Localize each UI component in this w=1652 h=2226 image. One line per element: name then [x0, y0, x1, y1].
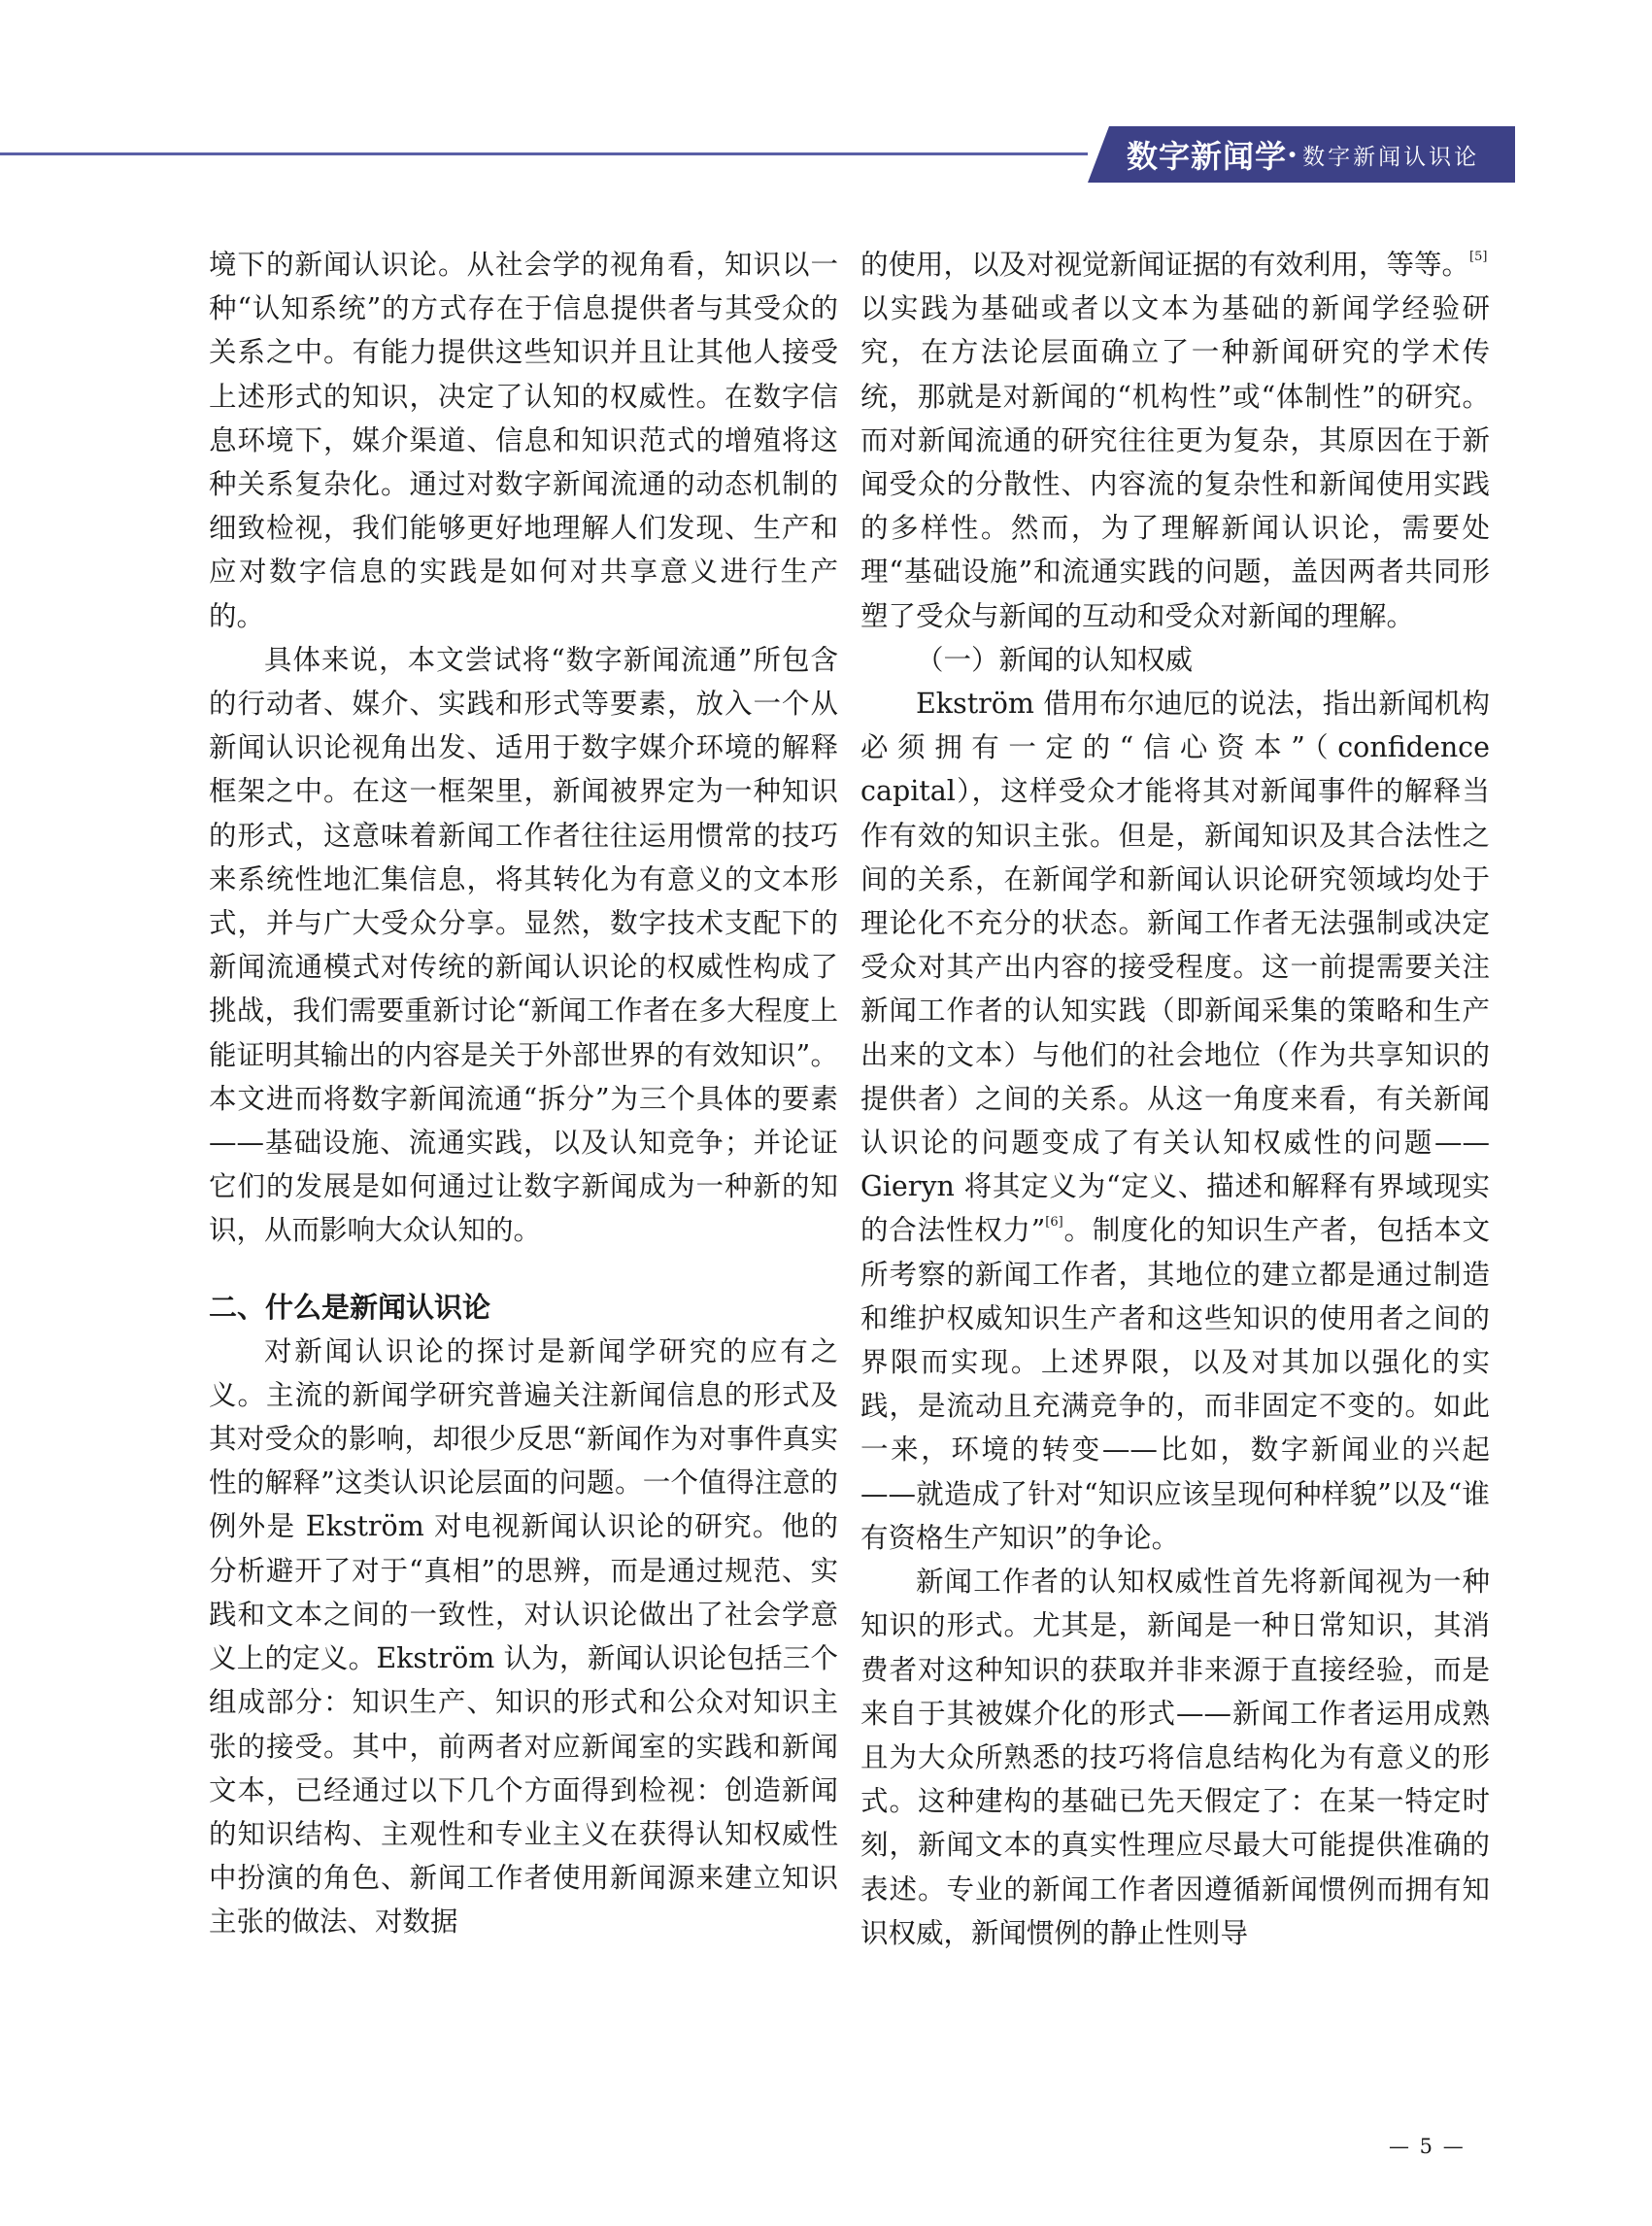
journal-title: 数字新闻学	[1127, 138, 1288, 175]
paragraph-text: 的使用，以及对视觉新闻证据的有效利用，等等。	[860, 249, 1470, 281]
paragraph: 具体来说，本文尝试将“数字新闻流通”所包含的行动者、媒介、实践和形式等要素，放入一个从新闻认识论视角出发、适用于数字媒介环境的解释框架之中。在这一框架里，新闻被界定为一种知识的形式，这意味着新闻工作者往往运用惯常的技巧来系统性地汇集信息，将其转化为有意义的文本形式，并与广大受众分享。显然，数字技术支配下的新闻流通模式对传统的新闻认识论的权威性构成了挑战，我们需要重新讨论“新闻工作者在多大程度上能证明其输出的内容是关于外部世界的有效知识”。本文进而将数字新闻流通“拆分”为三个具体的要素——基础设施、流通实践，以及认知竞争；并论证它们的发展是如何通过让数字新闻成为一种新的知识，从而影响大众认知的。	[209, 643, 838, 1247]
paragraph	[860, 243, 1490, 287]
paragraph	[860, 682, 1490, 1560]
paragraph: 对新闻认识论的探讨是新闻学研究的应有之义。主流的新闻学研究普遍关注新闻信息的形式及其对受众的影响，却很少反思“新闻作为对事件真实性的解释”这类认识论层面的问题。一个值得注意的例外是 Ekström 对电视新闻认识论的研究。他的分析避开了对于“真相”的思辨，而是通过规范、实践和文本之间的一致性，对认识论做出了社会学意义上的定义。Ekström 认为，新闻认识论包括三个组成部分：知识生产、知识的形式和公众对知识主张的接受。其中，前两者对应新闻室的实践和新闻文本，已经通过以下几个方面得到检视：创造新闻的知识结构、主观性和专业主义在获得认知权威性中扮演的角色、新闻工作者使用新闻源来建立知识主张的做法、对数据	[209, 1334, 838, 1939]
paragraph-text: Ekström 借用布尔迪厄的说法，指出新闻机构必须拥有一定的“信心资本”（confidence capital），这样受众才能将其对新闻事件的解释当作有效的知识主张。但是，新闻知识及其合法性之间的关系，在新闻学和新闻认识论研究领域均处于理论化不充分的状态。新闻工作者无法强制或决定受众对其产出内容的接受程度。这一前提需要关注新闻工作者的认知实践（即新闻采集的策略和生产出来的文本）与他们的社会地位（作为共享知识的提供者）之间的关系。从这一角度来看，有关新闻认识论的问题变成了有关认知权威性的问题——Gieryn 将其定义为“定义、描述和解释有界域现实的合法性权力”	[860, 688, 1490, 1247]
citation-ref: [5]	[1469, 250, 1488, 264]
section-heading: 二、什么是新闻认识论	[209, 1290, 491, 1324]
page-number: — 5 —	[1389, 2135, 1466, 2158]
citation-ref: [6]	[1045, 1215, 1063, 1231]
header-dot: ·	[1287, 136, 1299, 173]
running-header	[1127, 132, 1479, 177]
paragraph: 境下的新闻认识论。从社会学的视角看，知识以一种“认知系统”的方式存在于信息提供者与其受众的关系之中。有能力提供这些知识并且让其他人接受上述形式的知识，决定了认知的权威性。在数字信息环境下，媒介渠道、信息和知识范式的增殖将这种关系复杂化。通过对数字新闻流通的动态机制的细致检视，我们能够更好地理解人们发现、生产和应对数字信息的实践是如何对共享意义进行生产的。	[209, 249, 838, 632]
header-rule	[0, 152, 1088, 155]
right-column	[860, 243, 1490, 1955]
section-title: 数字新闻认识论	[1302, 144, 1480, 170]
paragraph: 新闻工作者的认知权威性首先将新闻视为一种知识的形式。尤其是，新闻是一种日常知识，其消费者对这种知识的获取并非来源于直接经验，而是来自于其被媒介化的形式——新闻工作者运用成熟且为大众所熟悉的技巧将信息结构化为有意义的形式。这种建构的基础已先天假定了：在某一特定时刻，新闻文本的真实性理应尽最大可能提供准确的表述。专业的新闻工作者因遵循新闻惯例而拥有知识权威，新闻惯例的静止性则导	[860, 1566, 1490, 1949]
left-column	[209, 243, 838, 1944]
subsection-heading: （一）新闻的认知权威	[916, 643, 1194, 676]
paragraph: 以实践为基础或者以文本为基础的新闻学经验研究，在方法论层面确立了一种新闻研究的学术传统，那就是对新闻的“机构性”或“体制性”的研究。而对新闻流通的研究往往更为复杂，其原因在于新闻受众的分散性、内容流的复杂性和新闻使用实践的多样性。然而，为了理解新闻认识论，需要处理“基础设施”和流通实践的问题，盖因两者共同形塑了受众与新闻的互动和受众对新闻的理解。	[860, 292, 1490, 632]
paragraph-text: 。制度化的知识生产者，包括本文所考察的新闻工作者，其地位的建立都是通过制造和维护权威知识生产者和这些知识的使用者之间的界限而实现。上述界限，以及对其加以强化的实践，是流动且充满竞争的，而非固定不变的。如此一来，环境的转变——比如，数字新闻业的兴起——就造成了针对“知识应该呈现何种样貌”以及“谁有资格生产知识”的争论。	[860, 1214, 1490, 1554]
